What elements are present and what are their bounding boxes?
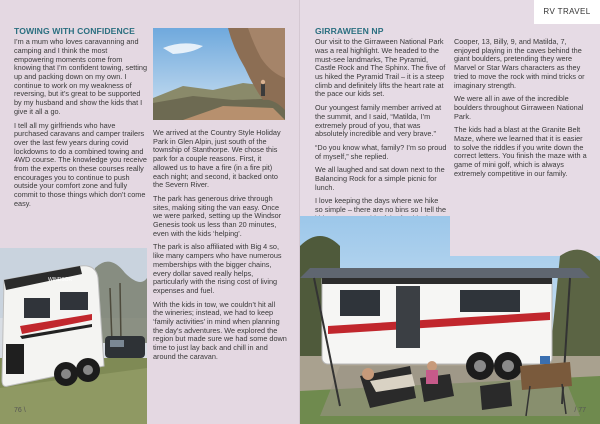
rock-hike-photo <box>153 28 285 120</box>
caravan-photo <box>0 248 147 424</box>
towing-heading: TOWING WITH CONFIDENCE <box>14 26 135 36</box>
body-paragraph: “Do you know what, family? I’m so proud of myself,” she replied. <box>315 142 447 161</box>
body-paragraph: I love keeping the days where we hike so simple – there are no bins so I tell the <box>315 196 447 215</box>
granite-boulder-photo <box>153 28 285 120</box>
body-paragraph: Our youngest family member arrived at the summit, and I said, “Matilda, I’m extremely proud of you, that was absolutely incredible and very brave.” <box>315 103 442 139</box>
left-column-1 <box>14 27 149 214</box>
right-column-1 <box>315 27 448 246</box>
body-paragraph: I’m a mum who loves caravanning and camping and I think the most empowering moments come from knowing that I’m confident towing, setting up and packing down on my own. I continue to work on my weakness of reversing, but it’s great to be supported by my husband and show the kids that I give it all a go. <box>14 37 148 116</box>
caravan-brand-text: WINDSOR <box>48 277 73 283</box>
left-column-2 <box>153 129 287 367</box>
page-number-right: / 77 <box>574 407 586 414</box>
girraween-heading: GIRRAWEEN NP <box>315 26 384 36</box>
right-column-2 <box>454 38 588 184</box>
body-paragraph: We were all in awe of the incredible boulders throughout Girraween National Park. <box>454 94 584 121</box>
campsite-photo-art <box>300 216 600 424</box>
body-paragraph: With the kids in tow, we couldn’t hit all the wineries; instead, we had to keep ‘family activities’ in mind when planning the day’s adventures. We explored the region but made sure we had some down time to just lay back and chill in and around the caravan. <box>153 299 287 361</box>
body-paragraph: The kids had a blast at the Granite Belt Maze, where we learned that it is easier to solve the riddles if you write down the correct letters. You finish the maze with a game of mini golf, which is always extremely competitive in our family. <box>454 125 587 178</box>
body-paragraph: I tell all my girlfriends who have purchased caravans and camper trailers over the last few years during covid lockdowns to do a combined towing and 4WD course. The knowledge you receive from the experts on these courses really encourages you to continue to push outside your comfort zone and fully commit to those things which don’t come easy. <box>14 120 147 208</box>
right-page <box>300 0 600 424</box>
section-tag: RV TRAVEL <box>534 0 600 24</box>
page-number-left: 76 \ <box>14 407 26 414</box>
campsite-photo <box>300 216 600 424</box>
body-paragraph: We arrived at the Country Style Holiday Park in Glen Alpin, just south of the township of Stanthorpe. We chose this park for a couple reasons. First, it allowed us to have a fire (in a fire pit) each night; and second, it backed onto the Severn River. <box>153 128 281 190</box>
body-paragraph: The park has generous drive through sites, making siting the van easy. Once we were parked, setting up the Windsor Genesis took us less than 20 minutes, even with the kids ‘helping’. <box>153 193 282 238</box>
body-paragraph: Cooper, 13, Billy, 9, and Matilda, 7, enjoyed playing in the caves behind the giant boulders, pretending they were Marvel or Star Wars characters as they tried to move the rock with mind tricks or imaginary strength. <box>454 37 585 90</box>
body-paragraph: The park is also affiliated with Big 4 so, like many campers who have numerous memberships with the bigger chains, every dollar saved really helps, particularly with the rising cost of living expenses and fuel. <box>153 242 282 295</box>
body-paragraph: We all laughed and sat down next to the Balancing Rock for a simple picnic for lunch. <box>315 165 445 192</box>
body-paragraph: Our visit to the Girraween National Park was a real highlight. We headed to the must-see landmarks, The Pyramid, Castle Rock and The Sphinx. The five of us hiked the Pyramid Trail – it is a steep climb and definitely lifts the heart rate at the pace our kids set. <box>315 37 446 99</box>
caravan-left-photo <box>0 248 147 424</box>
